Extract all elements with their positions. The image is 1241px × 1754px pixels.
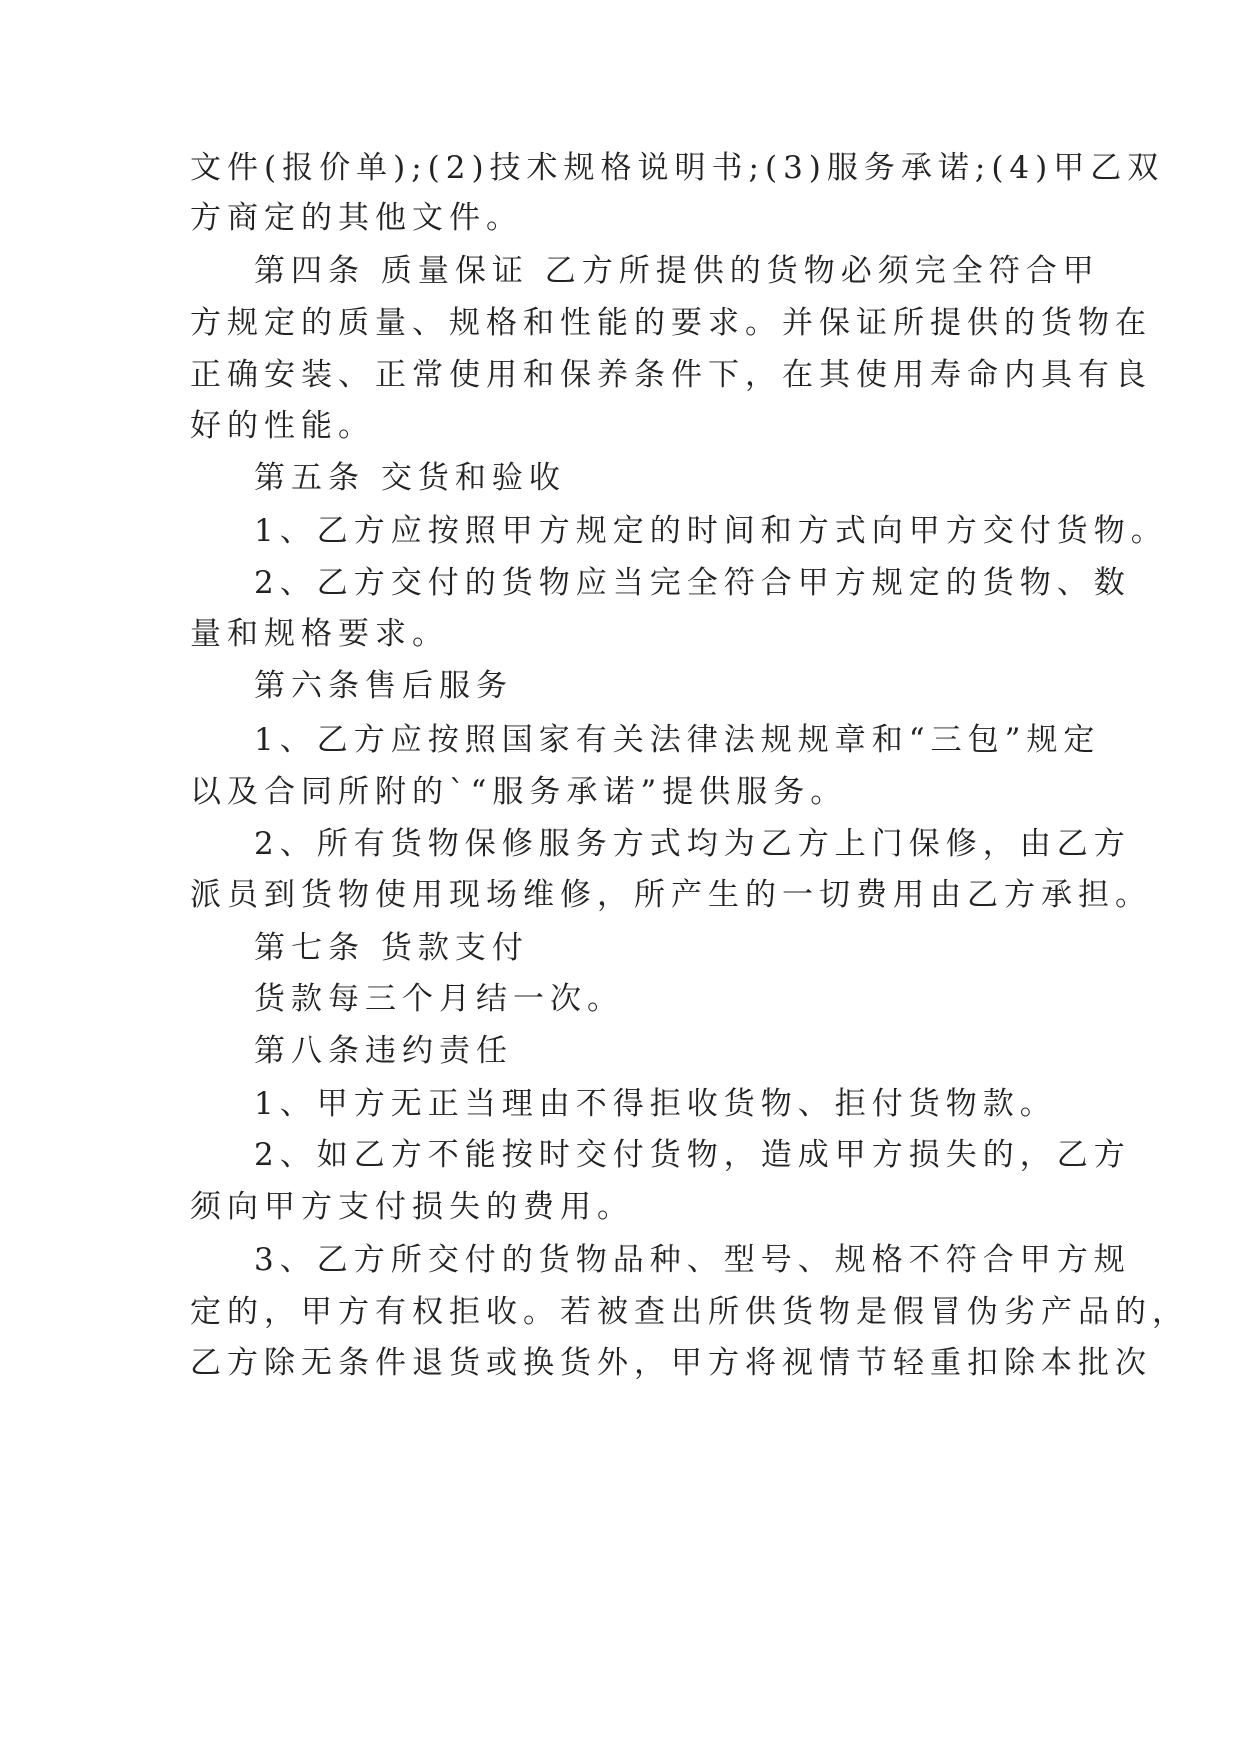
text-line-4: 方规定的质量、规格和性能的要求。并保证所提供的货物在 [190, 305, 1152, 341]
text-line-22: 3、乙方所交付的货物品种、型号、规格不符合甲方规 [254, 1242, 1131, 1278]
text-line-2: 方商定的其他文件。 [190, 200, 523, 236]
article-5-heading: 第五条 交货和验收 [254, 460, 566, 496]
article-7-heading: 第七条 货款支付 [254, 930, 529, 966]
text-line-1: 文件(报价单);(2)技术规格说明书;(3)服务承诺;(4)甲乙双 [190, 150, 1165, 186]
text-line-17: 货款每三个月结一次。 [254, 981, 624, 1017]
article-8-heading: 第八条违约责任 [254, 1033, 513, 1069]
text-line-24: 乙方除无条件退货或换货外，甲方将视情节轻重扣除本批次 [190, 1345, 1152, 1381]
article-6-heading: 第六条售后服务 [254, 668, 513, 704]
text-line-10: 量和规格要求。 [190, 616, 449, 652]
text-line-6: 好的性能。 [190, 408, 375, 444]
text-line-9: 2、乙方交付的货物应当完全符合甲方规定的货物、数 [254, 565, 1131, 601]
text-line-20: 2、如乙方不能按时交付货物，造成甲方损失的，乙方 [254, 1137, 1131, 1173]
text-line-8: 1、乙方应按照甲方规定的时间和方式向甲方交付货物。 [254, 513, 1168, 549]
text-line-19: 1、甲方无正当理由不得拒收货物、拒付货物款。 [254, 1086, 1057, 1122]
text-line-12: 1、乙方应按照国家有关法律法规规章和“三包”规定 [254, 722, 1101, 758]
text-line-15: 派员到货物使用现场维修，所产生的一切费用由乙方承担。 [190, 877, 1152, 913]
text-line-21: 须向甲方支付损失的费用。 [190, 1189, 634, 1225]
text-line-5: 正确安装、正常使用和保养条件下，在其使用寿命内具有良 [190, 357, 1152, 393]
text-line-14: 2、所有货物保修服务方式均为乙方上门保修，由乙方 [254, 826, 1131, 862]
text-line-13: 以及合同所附的`“服务承诺”提供服务。 [190, 774, 848, 810]
article-4-heading: 第四条 质量保证 乙方所提供的货物必须完全符合甲 [254, 253, 1100, 289]
text-line-23: 定的，甲方有权拒收。若被查出所供货物是假冒伪劣产品的， [190, 1294, 1189, 1330]
